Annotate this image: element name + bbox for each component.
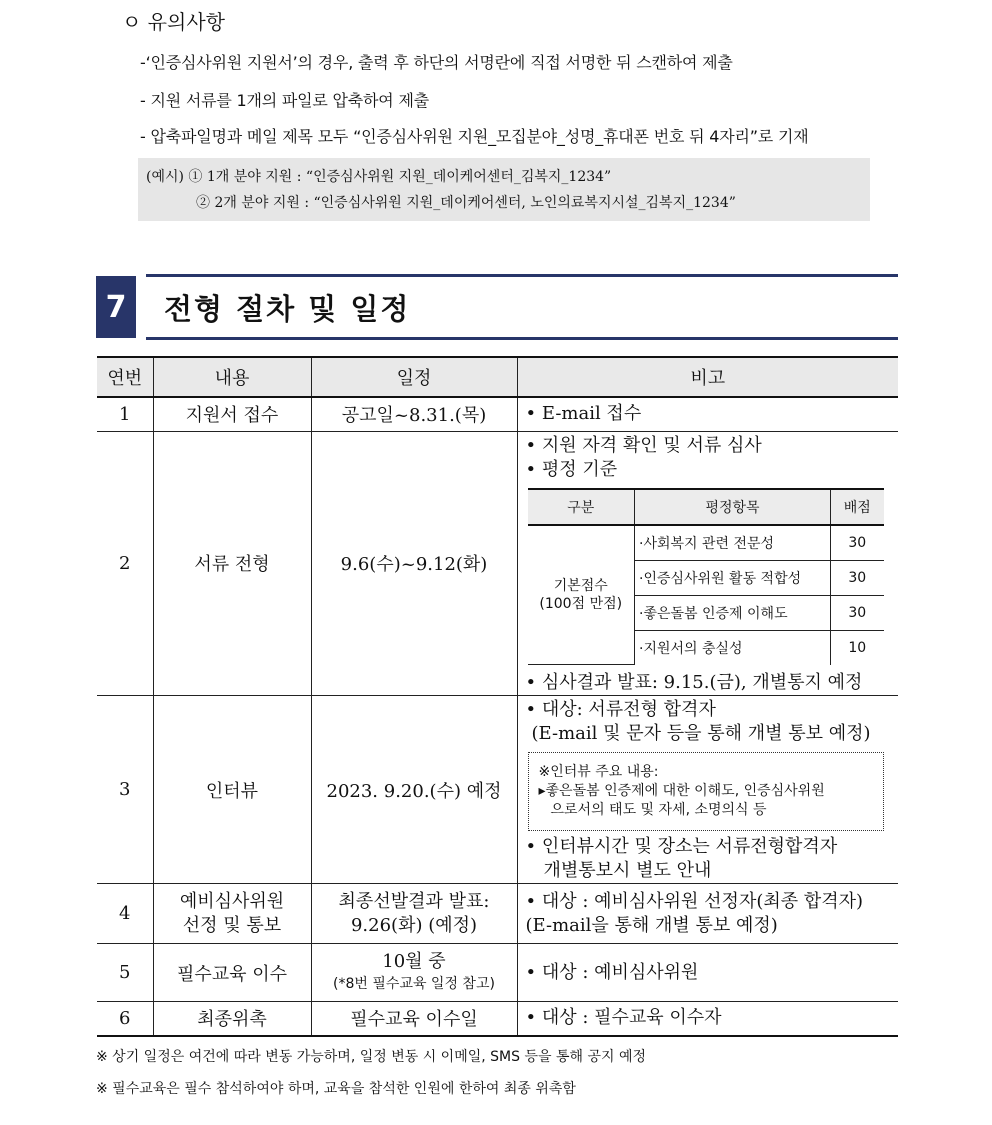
table-row: [97, 696, 898, 884]
notice-title: ㅇ 유의사항: [122, 10, 225, 34]
row-number: 2: [97, 431, 153, 696]
criteria-header: 구분: [528, 489, 635, 525]
row-number: 1: [97, 397, 153, 431]
notice-line: -‘인증심사위원 지원서’의 경우, 출력 후 하단의 서명란에 직접 서명한 뒤 스캔하여 제출: [140, 53, 733, 72]
interview-topics-box: [528, 752, 884, 831]
criteria-score: 30: [831, 595, 884, 630]
row-number: 4: [97, 884, 153, 944]
row-number: 3: [97, 696, 153, 884]
row-notes: [517, 944, 898, 1002]
table-row: [97, 1002, 898, 1036]
note-line: • 대상 : 예비심사위원 선정자(최종 합격자): [525, 890, 864, 912]
section-number: 7: [96, 276, 136, 338]
header-cell: 연번: [97, 357, 153, 397]
schedule-table: [97, 356, 898, 1037]
interview-topic-line: ▸좋은돌봄 인증제에 대한 이해도, 인증심사위원: [538, 783, 825, 799]
row-content: 필수교육 이수: [153, 944, 311, 1002]
row-schedule: 최종선발결과 발표: 9.26(화) (예정): [311, 884, 517, 944]
header-cell: 내용: [153, 357, 311, 397]
row-schedule: 9.6(수)~9.12(화): [311, 431, 517, 696]
criteria-header-row: [528, 489, 884, 525]
row-number: 5: [97, 944, 153, 1002]
header-cell: 비고: [517, 357, 898, 397]
row-number: 6: [97, 1002, 153, 1036]
criteria-score: 30: [831, 525, 884, 561]
criteria-item: ·인증심사위원 활동 적합성: [635, 560, 831, 595]
note-line: • 대상: 서류전형 합격자: [525, 699, 716, 720]
section-rule: [146, 274, 898, 277]
note-line: • 평정 기준: [525, 458, 618, 480]
criteria-score: 30: [831, 560, 884, 595]
example-line: (예시) ① 1개 분야 지원 : “인증심사위원 지원_데이케어센터_김복지_1234”: [146, 169, 612, 185]
note-line: • 지원 자격 확인 및 서류 심사: [525, 434, 762, 456]
table-row: [97, 944, 898, 1002]
criteria-score: 10: [831, 630, 884, 665]
row-schedule: 필수교육 이수일: [311, 1002, 517, 1036]
note-line: • E-mail 접수: [525, 403, 642, 425]
interview-topic-line: 으로서의 태도 및 자세, 소명의식 등: [550, 802, 767, 818]
schedule-subnote: (*8번 필수교육 일정 참고): [333, 975, 495, 992]
note-line: • 대상 : 필수교육 이수자: [525, 1007, 722, 1029]
table-row: [97, 884, 898, 944]
criteria-table: [528, 488, 884, 666]
section-title: 전형 절차 및 일정: [164, 292, 411, 326]
row-content: 최종위촉: [153, 1002, 311, 1036]
note-line: • 심사결과 발표: 9.15.(금), 개별통지 예정: [525, 672, 863, 693]
example-line: ② 2개 분야 지원 : “인증심사위원 지원_데이케어센터, 노인의료복지시설_김복지_1234”: [196, 195, 736, 211]
row-content: 지원서 접수: [153, 397, 311, 431]
note-line: • 인터뷰시간 및 장소는 서류전형합격자: [525, 836, 838, 857]
row-schedule: [311, 944, 517, 1002]
row-content: 예비심사위원 선정 및 통보: [153, 884, 311, 944]
criteria-item: ·좋은돌봄 인증제 이해도: [635, 595, 831, 630]
row-notes: [517, 884, 898, 944]
interview-topic-line: ※인터뷰 주요 내용:: [538, 764, 659, 780]
notice-line: - 압축파일명과 메일 제목 모두 “인증심사위원 지원_모집분야_성명_휴대폰 번호 뒤 4자리”로 기재: [140, 127, 809, 146]
criteria-item: ·지원서의 충실성: [635, 630, 831, 665]
criteria-item: ·사회복지 관련 전문성: [635, 525, 831, 561]
notice-line: - 지원 서류를 1개의 파일로 압축하여 제출: [140, 91, 429, 110]
row-notes: [517, 696, 898, 884]
row-notes: [517, 1002, 898, 1036]
criteria-row: [528, 525, 884, 561]
section-rule: [146, 337, 898, 340]
header-cell: 일정: [311, 357, 517, 397]
footnote: ※ 필수교육은 필수 참석하여야 하며, 교육을 참석한 인원에 한하여 최종 위촉함: [96, 1081, 576, 1097]
criteria-header: 평정항목: [635, 489, 831, 525]
row-content: 서류 전형: [153, 431, 311, 696]
row-content: 인터뷰: [153, 696, 311, 884]
note-line: • 대상 : 예비심사위원: [525, 961, 699, 983]
criteria-group: 기본점수 (100점 만점): [528, 525, 635, 665]
note-line: 개별통보시 별도 안내: [543, 860, 712, 881]
table-row: [97, 431, 898, 696]
table-header-row: [97, 357, 898, 397]
table-row: [97, 397, 898, 431]
row-schedule: 2023. 9.20.(수) 예정: [311, 696, 517, 884]
schedule-line: 10월 중: [382, 950, 446, 972]
row-schedule: 공고일~8.31.(목): [311, 397, 517, 431]
note-line: (E-mail을 통해 개별 통보 예정): [525, 914, 778, 936]
row-notes: [517, 397, 898, 431]
example-box: [138, 158, 870, 221]
footnote: ※ 상기 일정은 여건에 따라 변동 가능하며, 일정 변동 시 이메일, SMS 등을 통해 공지 예정: [96, 1049, 647, 1065]
row-notes: [517, 431, 898, 696]
criteria-header: 배점: [831, 489, 884, 525]
note-line: (E-mail 및 문자 등을 통해 개별 통보 예정): [531, 723, 871, 744]
